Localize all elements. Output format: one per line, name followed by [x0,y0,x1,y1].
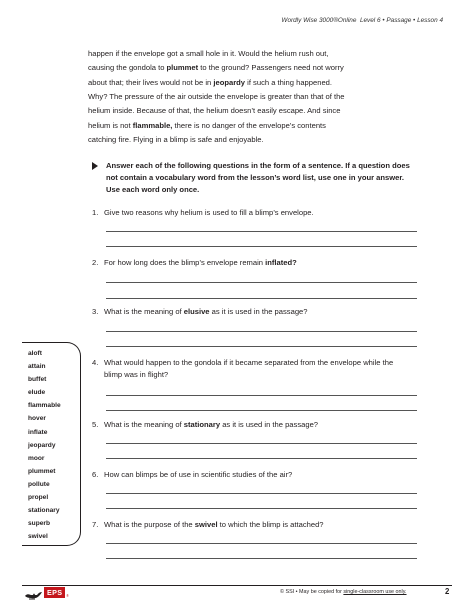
question-5 [92,419,418,431]
reading-passage [88,47,418,147]
triangle-bullet-icon [92,162,98,170]
page-number: 2 [445,587,450,596]
word-list-item: stationary [28,507,60,515]
question-number: 2. [92,258,99,267]
instructions-text: Answer each of the following questions in the form of a sentence. If a question does not contain a vocabulary word from the lesson’s word list, use one in your answer. Use each word only once. [106,161,410,194]
answer-line[interactable] [106,298,417,299]
word-list-item: attain [28,363,46,371]
header-section: Passage [386,17,412,24]
answer-line[interactable] [106,458,417,459]
footer-divider [22,585,452,586]
question-1 [92,207,418,219]
question-text: For how long does the blimp’s envelope remain inflated? [104,258,297,267]
word-list-item: pollute [28,480,50,488]
word-list-item: moor [28,454,45,462]
word-list-item: hover [28,415,46,423]
genie-lamp-icon [24,587,44,598]
word-list [28,347,61,543]
vocab-word: flammable, [132,120,173,130]
header-title: Wordly Wise 3000®Online [281,17,357,24]
answer-line[interactable] [106,493,417,494]
passage-line: about that; their lives would not be in jeopardy if such a thing happened. [88,77,333,87]
answer-line[interactable] [106,410,417,411]
question-number: 1. [92,208,99,217]
word-list-item: superb [28,520,50,528]
passage-line: helium is not flammable, there is no danger of the envelope’s contents [88,120,326,130]
word-list-item: plummet [28,467,56,475]
passage-line: causing the gondola to plummet to the ground? Passengers need not worry [88,63,344,73]
eps-logo [24,586,69,598]
header-level: Level 6 [359,17,381,24]
word-list-item: inflate [28,428,48,436]
vocab-word: jeopardy [213,77,246,87]
answer-line[interactable] [106,246,417,247]
logo-text: EPS [44,587,65,598]
question-number: 4. [92,358,99,367]
answer-line[interactable] [106,558,417,559]
passage-line: happen if the envelope got a small hole in it. Would the helium rush out, [88,49,329,58]
answer-line[interactable] [106,346,417,347]
question-text: Give two reasons why helium is used to fill a blimp’s envelope. [104,208,314,217]
question-2 [92,257,418,269]
word-list-item: aloft [28,350,42,357]
answer-line[interactable] [106,331,417,332]
question-number: 5. [92,420,99,429]
word-list-item: buffet [28,376,47,384]
answer-line[interactable] [106,395,417,396]
question-4 [92,357,418,380]
question-text: What would happen to the gondola if it became separated from the envelope while the blimp was in flight? [104,358,394,379]
instructions [92,160,410,195]
answer-line[interactable] [106,508,417,509]
header-lesson: Lesson 4 [417,17,443,24]
word-list-item: propel [28,494,49,502]
copyright-note: © SSI • May be copied for single-classroom use only. [280,589,407,595]
answer-line[interactable] [106,443,417,444]
word-list-item: jeopardy [28,441,56,449]
question-text: What is the meaning of stationary as it is used in the passage? [104,420,319,429]
question-text: What is the purpose of the swivel to which the blimp is attached? [104,520,324,529]
passage-line: helium inside. Because of that, the helium doesn’t easily escape. And since [88,106,341,116]
question-text: How can blimps be of use in scientific studies of the air? [104,470,293,479]
passage-line: catching fire. Flying in a blimp is safe and enjoyable. [88,135,264,145]
question-text: What is the meaning of elusive as it is used in the passage? [104,307,308,316]
question-7 [92,519,418,531]
answer-line[interactable] [106,543,417,544]
question-number: 6. [92,470,99,479]
registered-mark: ® [66,594,69,598]
word-list-box [22,342,81,546]
word-list-item: swivel [28,533,48,541]
answer-line[interactable] [106,282,417,283]
question-number: 3. [92,307,99,316]
word-list-item: elude [28,389,46,397]
answer-line[interactable] [106,231,417,232]
passage-line: Why? The pressure of the air outside the envelope is greater than that of the [88,92,345,102]
running-header: Wordly Wise 3000®Online Level 6 • Passage • Lesson 4 [281,17,443,24]
question-number: 7. [92,520,99,529]
question-3 [92,306,418,318]
word-list-item: flammable [28,402,61,410]
question-6 [92,469,418,481]
vocab-word: plummet [166,63,199,73]
